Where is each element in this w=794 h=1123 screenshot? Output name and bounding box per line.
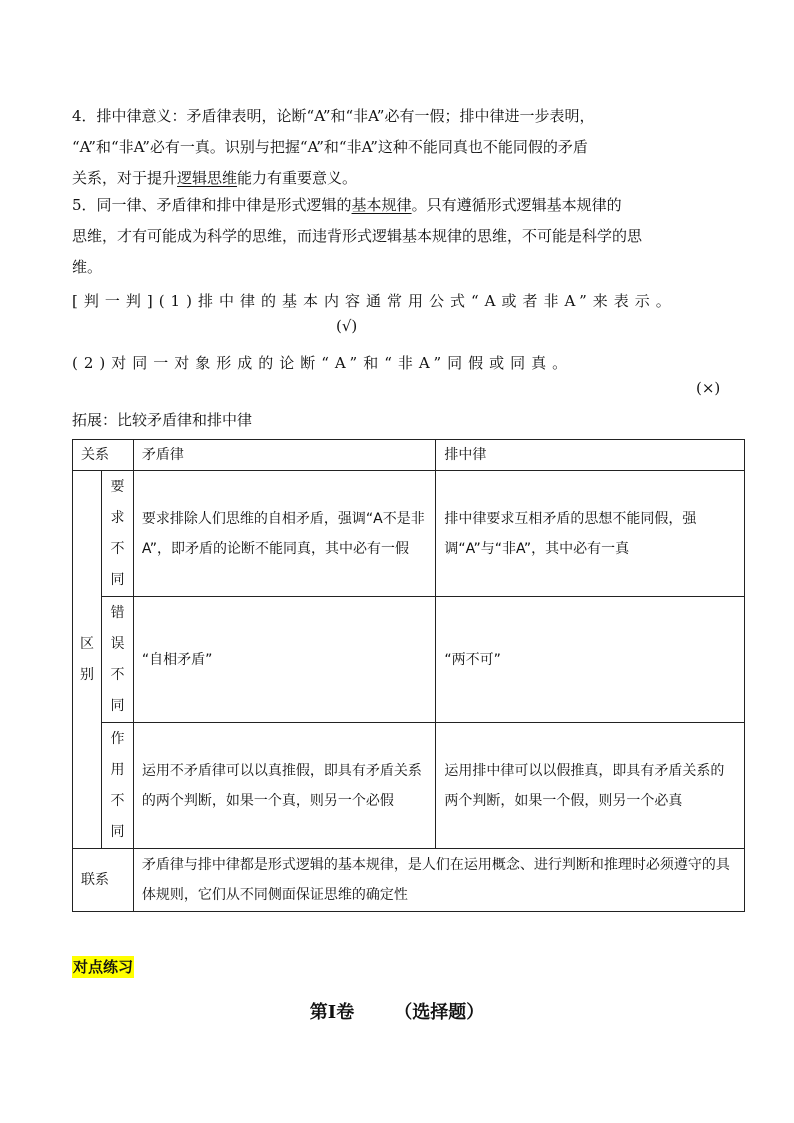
- paragraph-5-line-2: 思维，才有可能成为科学的思维，而违背形式逻辑基本规律的思维，不可能是科学的思: [72, 227, 643, 245]
- row-label-functions: [101, 723, 133, 849]
- cell-excluded-error: “两不可”: [436, 597, 745, 723]
- header-excluded-middle-law: 排中律: [436, 440, 745, 471]
- row-label-char: 同: [110, 697, 125, 714]
- paragraph-4-line-3-end: 能力有重要意义。: [237, 169, 358, 187]
- judge-question-2: (2)对同一对象形成的论断“A”和“非A”同假或同真。: [72, 354, 574, 372]
- underlined-term-basic-laws: 基本规律: [351, 196, 412, 214]
- row-label-char: 要: [110, 478, 125, 495]
- table-row: [73, 723, 745, 849]
- cell-contradiction-error: “自相矛盾”: [133, 597, 435, 723]
- paragraph-5-line-3: 维。: [72, 258, 103, 276]
- row-label-char: 错: [110, 604, 125, 621]
- header-relation: 关系: [73, 440, 134, 471]
- row-label-char: 用: [110, 761, 125, 778]
- comparison-table: [72, 439, 745, 912]
- row-label-char: 作: [110, 730, 125, 747]
- table-row-link: [73, 849, 745, 912]
- cell-link-text: 矛盾律与排中律都是形式逻辑的基本规律，是人们在运用概念、进行判断和推理时必须遵守的具体规则，它们从不同侧面保证思维的确定性: [133, 849, 744, 912]
- table-row: [73, 471, 745, 597]
- table-row: [73, 597, 745, 723]
- cell-contradiction-requirement: 要求排除人们思维的自相矛盾，强调“A不是非A”，即矛盾的论断不能同真，其中必有一假: [133, 471, 435, 597]
- header-contradiction-law: 矛盾律: [133, 440, 435, 471]
- volume-number: 第Ⅰ卷: [309, 1002, 355, 1023]
- paragraph-5-line-1-end: 。只有遵循形式逻辑基本规律的: [411, 196, 622, 214]
- group-label-char: 别: [79, 666, 94, 683]
- section-tag-practice: 对点练习: [73, 958, 134, 976]
- cell-contradiction-function: 运用不矛盾律可以以真推假，即具有矛盾关系的两个判断，如果一个真，则另一个必假: [133, 723, 435, 849]
- judge-question-1: [判一判](1)排中律的基本内容通常用公式“A或者非A”来表示。: [72, 292, 677, 310]
- underlined-term-logical-thinking: 逻辑思维: [177, 169, 238, 187]
- row-label-link: 联系: [73, 849, 134, 912]
- row-label-char: 不: [110, 666, 125, 683]
- paragraph-4-line-1: 4．排中律意义：矛盾律表明，论断“A”和“非A”必有一假；排中律进一步表明，: [72, 107, 595, 125]
- extension-title: 拓展：比较矛盾律和排中律: [72, 411, 253, 429]
- row-label-char: 误: [110, 635, 125, 652]
- group-label-char: 区: [79, 635, 94, 652]
- row-label-requirements: [101, 471, 133, 597]
- group-label-difference: [73, 471, 102, 849]
- row-label-char: 求: [110, 509, 125, 526]
- row-label-char: 同: [110, 571, 125, 588]
- row-label-errors: [101, 597, 133, 723]
- table-header-row: [73, 440, 745, 471]
- cell-excluded-function: 运用排中律可以以假推真，即具有矛盾关系的两个判断，如果一个假，则另一个必真: [436, 723, 745, 849]
- paragraph-4: [72, 101, 722, 194]
- paragraph-4-line-2: “A”和“非A”必有一真。识别与把握“A”和“非A”这种不能同真也不能同假的矛盾: [72, 138, 588, 156]
- cell-excluded-requirement: 排中律要求互相矛盾的思想不能同假，强调“A”与“非A”，其中必有一真: [436, 471, 745, 597]
- paragraph-5: [72, 190, 722, 283]
- judge-answer-1: (√): [336, 317, 358, 335]
- row-label-char: 不: [110, 540, 125, 557]
- paragraph-5-line-1: 5．同一律、矛盾律和排中律是形式逻辑的: [72, 196, 352, 214]
- judge-answer-2: (×): [696, 379, 721, 397]
- volume-title: [0, 998, 794, 1024]
- row-label-char: 不: [110, 792, 125, 809]
- volume-subtitle: （选择题）: [394, 1002, 485, 1023]
- row-label-char: 同: [110, 823, 125, 840]
- paragraph-4-line-3: 关系，对于提升: [72, 169, 178, 187]
